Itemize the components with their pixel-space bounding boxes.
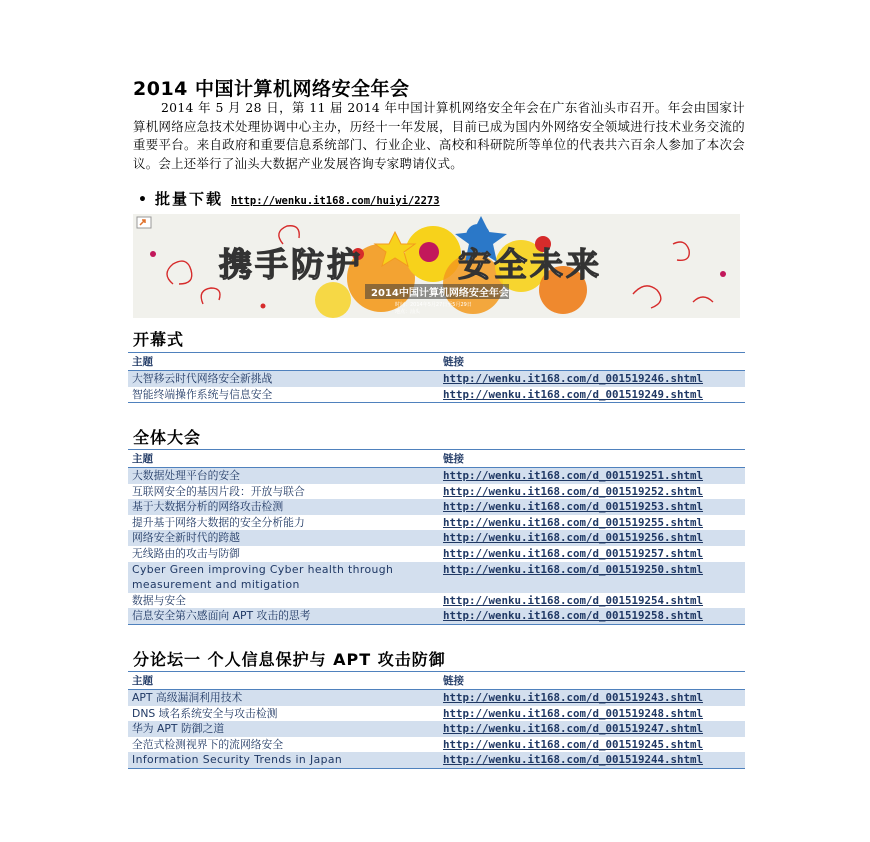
row-link[interactable]: http://wenku.it168.com/d_001519252.shtml	[443, 484, 704, 498]
table-header	[128, 450, 745, 468]
table-row	[128, 468, 745, 484]
banner-subtitle: 2014中国计算机网络安全年会	[371, 288, 509, 299]
table-plenary	[128, 449, 745, 625]
table-opening	[128, 352, 745, 403]
table-row	[128, 608, 745, 624]
table-row	[128, 484, 745, 500]
table-row	[128, 593, 745, 609]
row-topic: 互联网安全的基因片段：开放与联合	[132, 484, 305, 498]
share-icon	[137, 217, 151, 228]
section-title-plenary: 全体大会	[133, 428, 202, 447]
row-topic: 信息安全第六感面向 APT 攻击的思考	[128, 608, 439, 624]
table-row	[128, 690, 745, 706]
bulk-download-link[interactable]: http://wenku.it168.com/huiyi/2273	[230, 195, 440, 207]
banner-slogan-right: 安全未来	[458, 245, 602, 284]
banner-date-line: 时间：2014年5月27日至5月29日	[395, 302, 472, 308]
intro-paragraph: 2014 年 5 月 28 日，第 11 届 2014 年中国计算机网络安全年会在广东省汕头市召开。年会由国家计算机网络应急技术处理协调中心主办，历经十一年发展，目前已成为国内外网络安全领域进行技术业务交流的重要平台。来自政府和重要信息系统部门、行业企业、高校和科研院所等单位的代表共六百余人参加了本次会议。会上还举行了汕头大数据产业发展咨询专家聘请仪式。	[133, 100, 745, 171]
table-row	[128, 546, 745, 562]
table-forum-one	[128, 671, 745, 769]
row-topic: 基于大数据分析的网络攻击检测	[128, 499, 439, 515]
row-topic: 大智移云时代网络安全新挑战	[128, 371, 439, 387]
row-link[interactable]: http://wenku.it168.com/d_001519255.shtml	[443, 515, 704, 529]
row-topic: Information Security Trends in Japan	[128, 752, 439, 768]
row-link[interactable]: http://wenku.it168.com/d_001519253.shtml	[439, 499, 745, 515]
section-title-forum-one: 分论坛一 个人信息保护与 APT 攻击防御	[133, 650, 446, 669]
section-title-opening: 开幕式	[133, 330, 185, 349]
row-link[interactable]: http://wenku.it168.com/d_001519247.shtml	[439, 721, 745, 737]
row-link[interactable]: http://wenku.it168.com/d_001519254.shtml	[443, 593, 704, 607]
banner-slogan-left: 携手防护	[219, 245, 363, 284]
row-topic: DNS 域名系统安全与攻击检测	[132, 706, 278, 720]
header-link: 链接	[439, 672, 745, 690]
row-topic: 华为 APT 防御之道	[128, 721, 439, 737]
conference-banner	[133, 214, 740, 318]
row-link[interactable]: http://wenku.it168.com/d_001519257.shtml	[443, 546, 704, 560]
row-topic: Cyber Green improving Cyber health through measurement and mitigation	[128, 562, 439, 593]
row-topic: 大数据处理平台的安全	[128, 468, 439, 484]
row-topic: 无线路由的攻击与防御	[132, 546, 240, 560]
table-row	[128, 499, 745, 515]
row-topic: 网络安全新时代的跨越	[128, 530, 439, 546]
header-topic: 主题	[128, 450, 439, 468]
document-title: 2014 中国计算机网络安全年会	[133, 78, 410, 100]
row-link[interactable]: http://wenku.it168.com/d_001519251.shtml	[439, 468, 745, 484]
table-row	[128, 562, 745, 593]
table-row	[128, 752, 745, 768]
table-row	[128, 706, 745, 722]
header-topic: 主题	[128, 672, 439, 690]
header-link: 链接	[439, 353, 745, 371]
row-topic: 提升基于网络大数据的安全分析能力	[132, 515, 305, 529]
table-row	[128, 387, 745, 403]
table-row	[128, 515, 745, 531]
banner-location-line: 地点：汕头	[395, 309, 421, 315]
bulk-download-line	[138, 188, 440, 209]
bullet-icon: •	[138, 192, 147, 208]
row-topic: 全范式检测视界下的流网络安全	[132, 737, 284, 751]
row-topic: 数据与安全	[132, 593, 186, 607]
table-row	[128, 530, 745, 546]
header-link: 链接	[439, 450, 745, 468]
bulk-download-label: 批量下载	[154, 190, 223, 208]
row-link[interactable]: http://wenku.it168.com/d_001519245.shtml	[443, 737, 704, 751]
header-topic: 主题	[128, 353, 439, 371]
row-link[interactable]: http://wenku.it168.com/d_001519256.shtml	[439, 530, 745, 546]
table-header	[128, 353, 745, 371]
table-row	[128, 721, 745, 737]
row-link[interactable]: http://wenku.it168.com/d_001519243.shtml	[439, 690, 745, 706]
row-link[interactable]: http://wenku.it168.com/d_001519258.shtml	[439, 608, 745, 624]
table-row	[128, 737, 745, 753]
row-link[interactable]: http://wenku.it168.com/d_001519246.shtml	[439, 371, 745, 387]
row-topic: 智能终端操作系统与信息安全	[128, 387, 439, 403]
row-link[interactable]: http://wenku.it168.com/d_001519244.shtml	[439, 752, 745, 768]
row-link[interactable]: http://wenku.it168.com/d_001519250.shtml	[439, 562, 745, 593]
table-header	[128, 672, 745, 690]
row-link[interactable]: http://wenku.it168.com/d_001519248.shtml	[443, 706, 704, 720]
row-topic: APT 高级漏洞利用技术	[128, 690, 439, 706]
banner-artwork	[133, 214, 740, 318]
table-row	[128, 371, 745, 387]
row-link[interactable]: http://wenku.it168.com/d_001519249.shtml	[439, 387, 745, 403]
